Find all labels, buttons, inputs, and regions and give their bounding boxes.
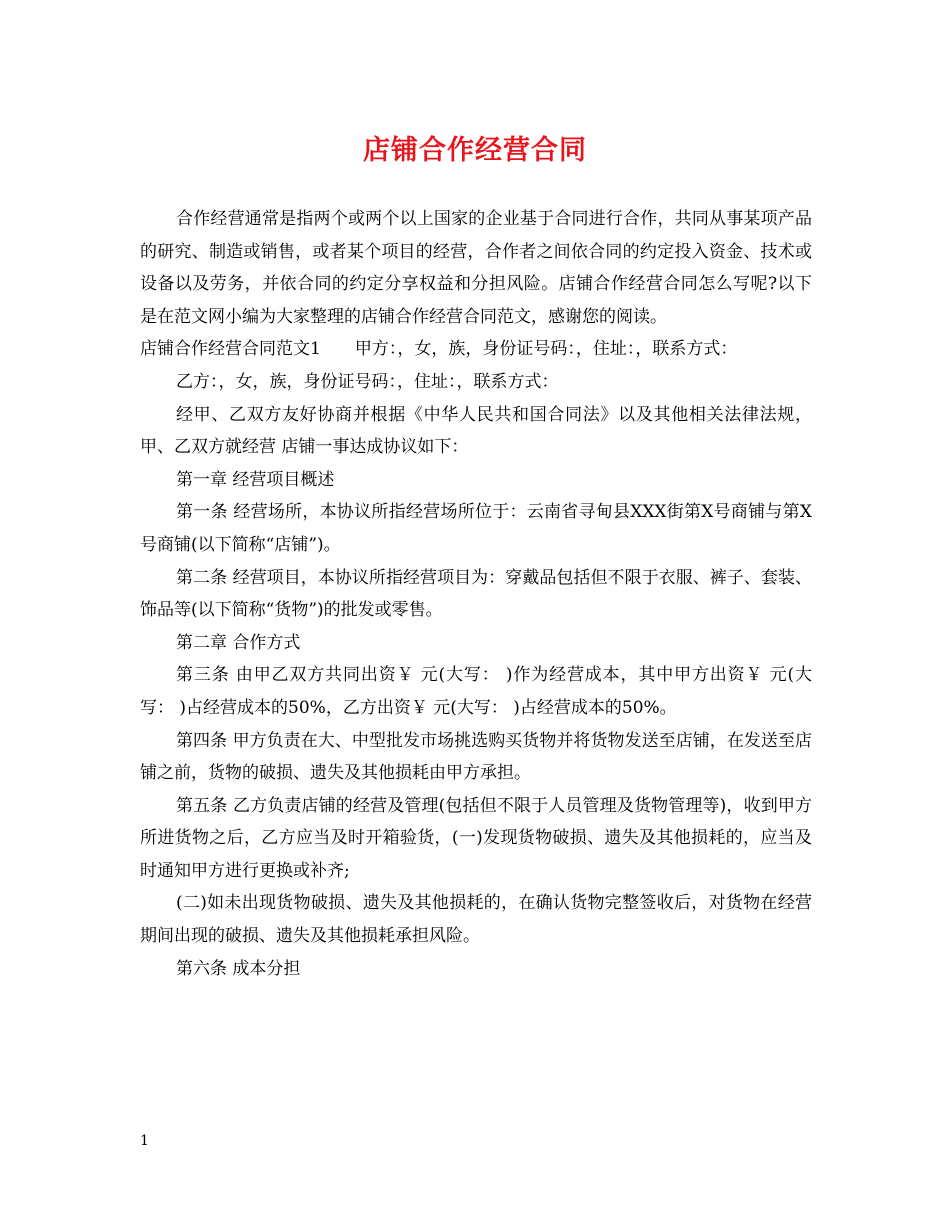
article-paragraph: 第二条 经营项目，本协议所指经营项目为：穿戴品包括但不限于衣服、裤子、套装、饰品等(以下简称“货物”)的批发或零售。 <box>140 567 812 621</box>
agreement-preamble: 经甲、乙双方友好协商并根据《中华人民共和国合同法》以及其他相关法律法规，甲、乙双方就经营 店铺一事达成协议如下： <box>140 404 812 458</box>
article-paragraph: 第五条 乙方负责店铺的经营及管理(包括但不限于人员管理及货物管理等)，收到甲方所进货物之后，乙方应当及时开箱验货，(一)发现货物破损、遗失及其他损耗的，应当及时通知甲方进行更换或补齐; <box>140 795 812 881</box>
parties-party-a: 店铺合作经营合同范文1 甲方：，女，族，身份证号码：，住址：，联系方式： <box>140 339 738 360</box>
intro-paragraph: 合作经营通常是指两个或两个以上国家的企业基于合同进行合作，共同从事某项产品的研究、制造或销售，或者某个项目的经营，合作者之间依合同的约定投入资金、技术或设备以及劳务，并依合同的约定分享权益和分担风险。店铺合作经营合同怎么写呢?以下是在范文网小编为大家整理的店铺合作经营合同范文，感谢您的阅读。 <box>140 209 812 327</box>
parties-party-b: 乙方：，女，族，身份证号码：，住址：，联系方式： <box>176 371 559 392</box>
document-body <box>140 203 812 985</box>
article-paragraph: (二)如未出现货物破损、遗失及其他损耗的，在确认货物完整签收后，对货物在经营期间出现的破损、遗失及其他损耗承担风险。 <box>140 893 812 947</box>
chapter-heading: 第一章 经营项目概述 <box>176 469 335 490</box>
article-paragraph: 第三条 由甲乙双方共同出资￥ 元(大写： )作为经营成本，其中甲方出资￥ 元(大写： )占经营成本的50%，乙方出资￥ 元(大写： )占经营成本的50%。 <box>140 665 812 718</box>
page-number: 1 <box>140 1133 149 1149</box>
document-title: 店铺合作经营合同 <box>363 135 587 166</box>
article-paragraph: 第一条 经营场所，本协议所指经营场所位于：云南省寻甸县XXX街第X号商铺与第X号商铺(以下简称“店铺”)。 <box>140 502 812 555</box>
article-heading: 第六条 成本分担 <box>176 958 301 979</box>
article-paragraph: 第四条 甲方负责在大、中型批发市场挑选购买货物并将货物发送至店铺，在发送至店铺之前，货物的破损、遗失及其他损耗由甲方承担。 <box>140 730 812 784</box>
chapter-heading: 第二章 合作方式 <box>176 632 301 653</box>
